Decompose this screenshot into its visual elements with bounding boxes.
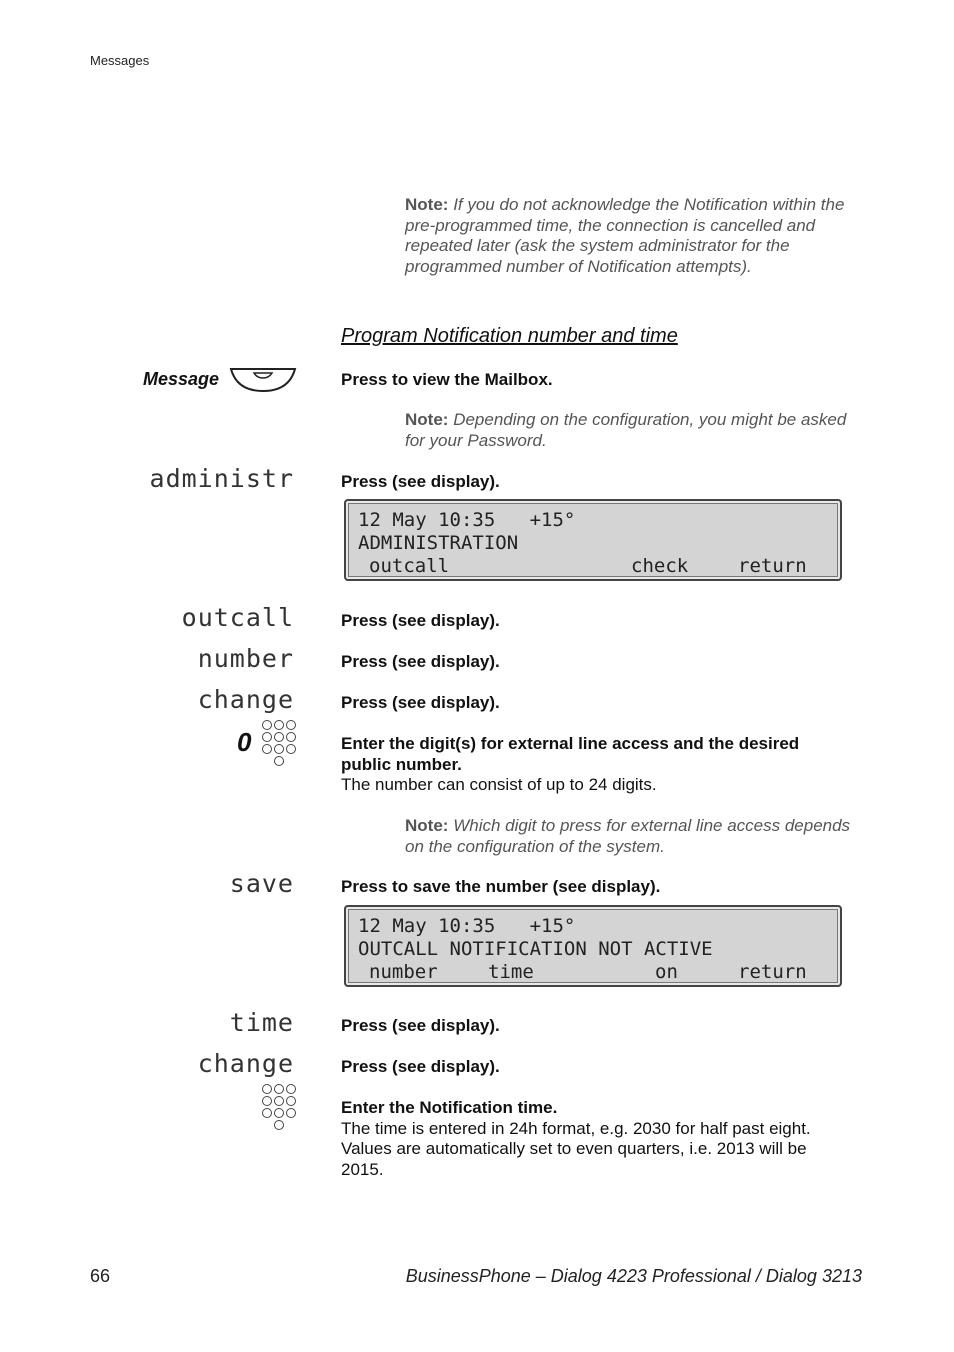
softkey-time[interactable]: time <box>229 1008 294 1037</box>
phone-display-administration <box>344 499 842 581</box>
instruction-change: Press (see display). <box>341 693 500 712</box>
display-line-1: 12 May 10:35 +15° <box>358 509 576 531</box>
note-password <box>405 410 865 451</box>
section-heading: Program Notification number and time <box>341 325 678 347</box>
softkey-outcall[interactable]: outcall <box>181 603 294 632</box>
softkey-number[interactable]: number <box>197 644 294 673</box>
display-softkey-check: check <box>631 555 689 577</box>
display-softkey-on: on <box>655 961 678 983</box>
footer-title: BusinessPhone – Dialog 4223 Professional / Dialog 3213 <box>405 1266 862 1286</box>
digit-zero-key[interactable]: 0 <box>237 727 252 757</box>
instruction-enter-time: Enter the Notification time. The time is entered in 24h format, e.g. 2030 for half past eight. Values are automatically set to even quarters, i.e. 2013 will be 2015. <box>341 1098 811 1179</box>
display-softkey-row <box>358 555 828 578</box>
display-softkey-outcall: outcall <box>369 555 450 577</box>
keypad-icon[interactable] <box>262 720 296 766</box>
instruction-change-time: Press (see display). <box>341 1057 500 1076</box>
note-label: Note: <box>405 195 449 214</box>
instruction-number: Press (see display). <box>341 652 500 671</box>
note-text: If you do not acknowledge the Notification within the pre-programmed time, the connection is cancelled and repeated later (ask the system administrator for the programmed number of Notification attempts). <box>405 195 845 276</box>
instruction-administr: Press (see display). <box>341 472 500 491</box>
display-softkey-number: number <box>369 961 438 983</box>
message-key-label: Message <box>143 369 220 389</box>
softkey-save[interactable]: save <box>229 869 294 898</box>
note-text: Depending on the configuration, you might be asked for your Password. <box>405 410 847 450</box>
note-label: Note: <box>405 410 449 429</box>
display-softkey-row <box>358 961 828 984</box>
display-softkey-return: return <box>738 961 807 983</box>
keypad-icon[interactable] <box>262 1084 296 1130</box>
display-line-2: OUTCALL NOTIFICATION NOT ACTIVE <box>358 938 713 960</box>
display-softkey-time: time <box>488 961 534 983</box>
instruction-save: Press to save the number (see display). <box>341 877 661 896</box>
softkey-administr[interactable]: administr <box>149 464 294 493</box>
running-header: Messages <box>90 53 150 68</box>
note-label: Note: <box>405 816 449 835</box>
instruction-outcall: Press (see display). <box>341 611 500 630</box>
note-external-access <box>405 816 865 857</box>
display-line-2: ADMINISTRATION <box>358 532 519 554</box>
message-key-icon[interactable] <box>229 367 297 398</box>
phone-display-outcall <box>344 905 842 987</box>
softkey-change[interactable]: change <box>197 685 294 714</box>
instruction-time: Press (see display). <box>341 1016 500 1035</box>
page-number: 66 <box>90 1266 111 1286</box>
note-notification-ack <box>405 195 865 277</box>
instruction-enter-digits: Enter the digit(s) for external line access and the desired public number. The number can consist of up to 24 digits. <box>341 734 800 794</box>
display-softkey-return: return <box>738 555 807 577</box>
instruction-mailbox: Press to view the Mailbox. <box>341 370 553 389</box>
softkey-change-time[interactable]: change <box>197 1049 294 1078</box>
display-line-1: 12 May 10:35 +15° <box>358 915 576 937</box>
note-text: Which digit to press for external line access depends on the configuration of the system. <box>405 816 851 856</box>
